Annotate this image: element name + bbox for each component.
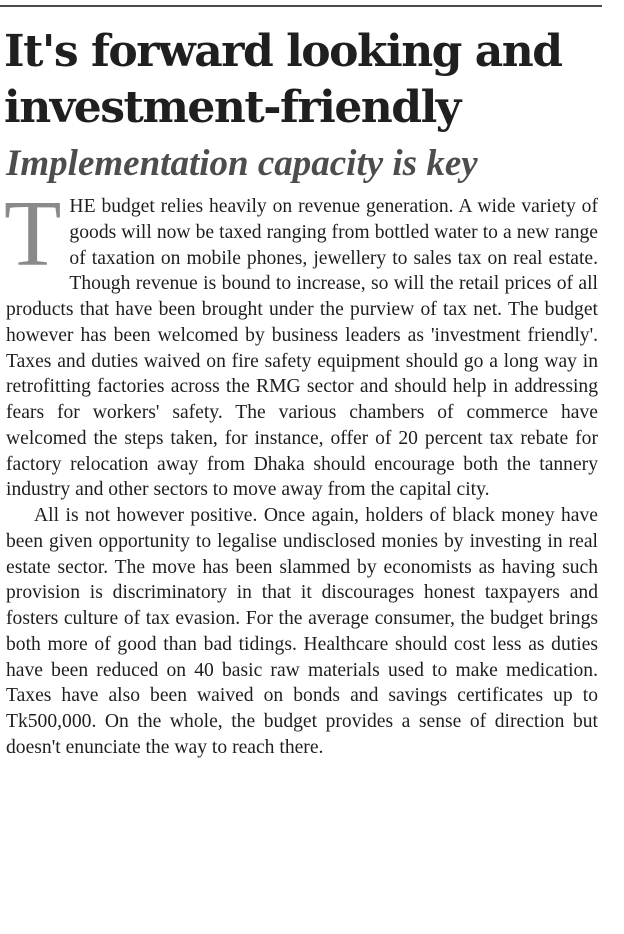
headline: It's forward looking and investment-friendly [4,26,562,133]
subheadline: Implementation capacity is key [6,143,478,184]
paragraph-1 [4,182,598,503]
top-rule [0,5,602,7]
paragraph-2: All is not however positive. Once again, holders of black money have been given opportunity to legalise undisclosed monies by investing in real estate sector. The move has been slammed by economists as having such provision is discriminatory in that it discourages honest taxpayers and fosters culture of tax evasion. For the average consumer, the budget brings both more of good than bad tidings. Healthcare should cost less as duties have been reduced on 40 basic raw materials used to make medication. Taxes have also been waived on bonds and savings certificates up to Tk500,000. On the whole, the budget provides a sense of direction but doesn't enunciate the way to reach there. [6,505,598,758]
article-body [4,182,598,761]
paragraph-1-text: HE budget relies heavily on revenue generation. A wide variety of goods will now be taxed ranging from bottled water to a new range of taxation on mobile phones, jewellery to sales tax on real estate. Though revenue is bound to increase, so will the retail prices of all products that have been brought under the purview of tax net. The budget however has been welcomed by business leaders as 'investment friendly'. Taxes and duties waived on fire safety equipment should go a long way in retrofitting factories across the RMG sector and should help in addressing fears for workers' safety. The various chambers of commerce have welcomed the steps taken, for instance, offer of 20 percent tax rebate for factory relocation away from Dhaka should encourage both the tannery industry and other sectors to move away from the capital city. [6,196,598,501]
drop-cap: T [4,182,62,286]
